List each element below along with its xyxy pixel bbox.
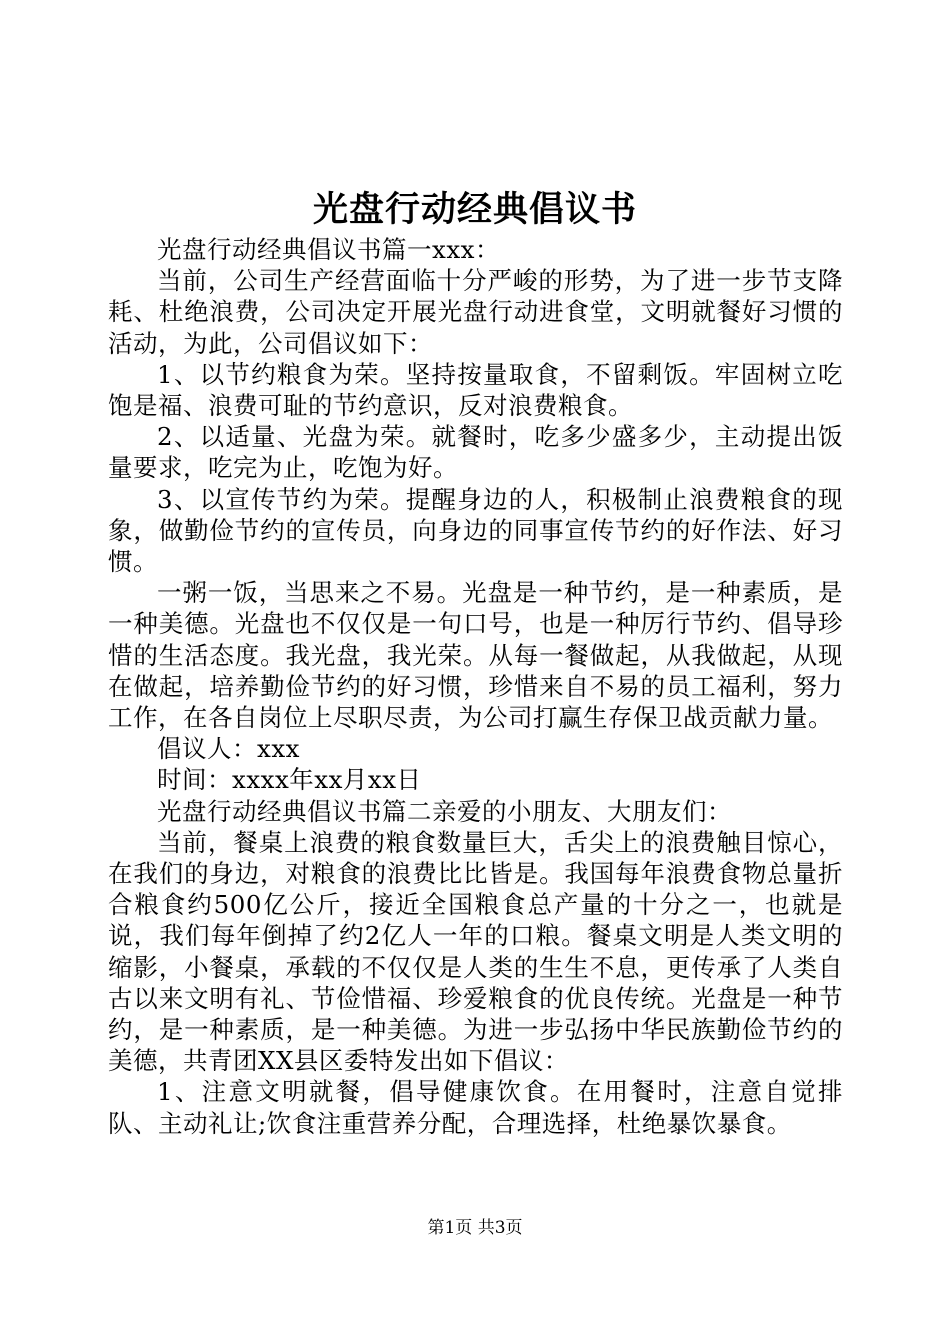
- paragraph: 1、以节约粮食为荣。坚持按量取食，不留剩饭。牢固树立吃饱是福、浪费可耻的节约意识，反对浪费粮食。: [108, 359, 843, 421]
- paragraph: 当前，公司生产经营面临十分严峻的形势，为了进一步节支降耗、杜绝浪费，公司决定开展光盘行动进食堂，文明就餐好习惯的活动，为此，公司倡议如下：: [108, 266, 843, 358]
- paragraph: 光盘行动经典倡议书篇二亲爱的小朋友、大朋友们：: [157, 796, 732, 826]
- paragraph: 3、以宣传节约为荣。提醒身边的人，积极制止浪费粮食的现象，做勤俭节约的宣传员，向身边的同事宣传节约的好作法、好习惯。: [108, 484, 843, 577]
- paragraph: 2、以适量、光盘为荣。就餐时，吃多少盛多少，主动提出饭量要求，吃完为止，吃饱为好。: [108, 422, 843, 483]
- page-number: 第1页 共3页: [427, 1218, 523, 1238]
- paragraph: 光盘行动经典倡议书篇一xxx：: [157, 235, 500, 264]
- paragraph: 一粥一饭，当思来之不易。光盘是一种节约，是一种素质，是一种美德。光盘也不仅仅是一句口号，也是一种厉行节约、倡导珍惜的生活态度。我光盘，我光荣。从每一餐做起，从我做起，从现在做起，培养勤俭节约的好习惯，珍惜来自不易的员工福利，努力工作，在各自岗位上尽职尽责，为公司打赢生存保卫战贡献力量。: [108, 578, 843, 733]
- document-title: 光盘行动经典倡议书: [312, 189, 637, 230]
- paragraph: 1、注意文明就餐，倡导健康饮食。在用餐时，注意自觉排队、主动礼让;饮食注重营养分配，合理选择，杜绝暴饮暴食。: [108, 1077, 843, 1138]
- date-line: 时间：xxxx年xx月xx日: [157, 765, 422, 795]
- document-body: [108, 234, 843, 1139]
- paragraph: 当前，餐桌上浪费的粮食数量巨大，舌尖上的浪费触目惊心，在我们的身边，对粮食的浪费比比皆是。我国每年浪费食物总量折合粮食约500亿公斤，接近全国粮食总产量的十分之一，也就是说，我们每年倒掉了约2亿人一年的口粮。餐桌文明是人类文明的缩影，小餐桌，承载的不仅仅是人类的生生不息，更传承了人类自古以来文明有礼、节俭惜福、珍爱粮食的优良传统。光盘是一种节约，是一种素质，是一种美德。为进一步弘扬中华民族勤俭节约的美德，共青团XX县区委特发出如下倡议：: [108, 827, 843, 1076]
- signatory-line: 倡议人：xxx: [157, 734, 300, 764]
